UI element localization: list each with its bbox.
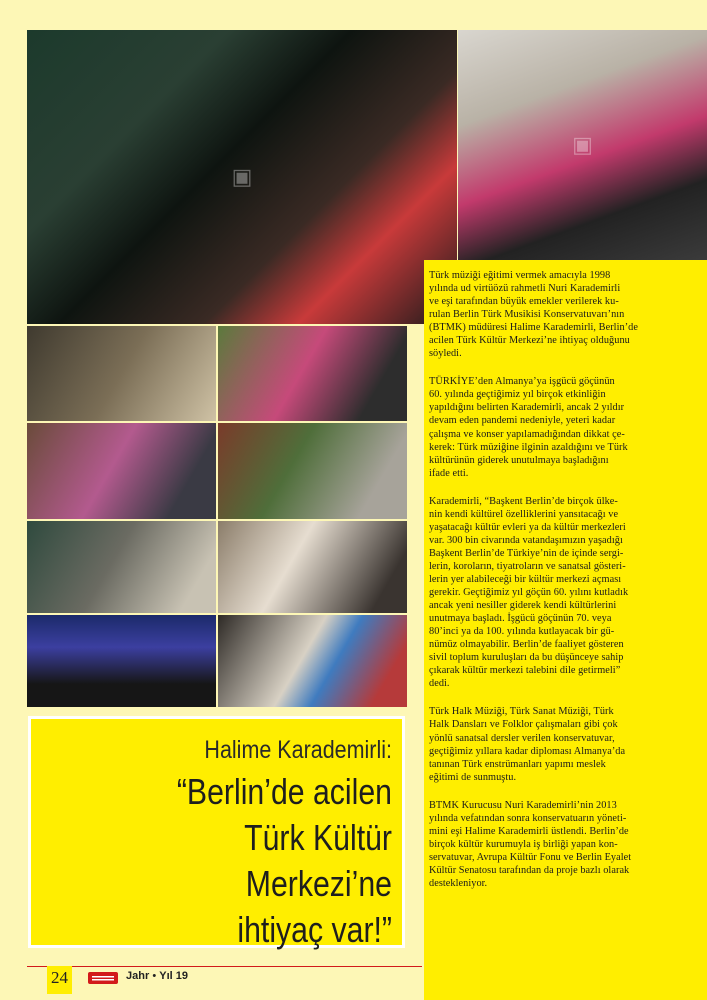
- photo-audience: [218, 521, 407, 613]
- article-paragraph: Karademirli, “Başkent Berlin’de birçok ülke- nin kendi kültürel özelliklerini yansıtacağı ve yaşatacağı kültür evleri ya da kültür merkezleri var. 300 bin civarında vatandaşımızın yaşadığı Başkent Berlin’de Türkiye’nin de içinde sergi- lerin, koroların, tiyatroların ve sanatsal gösteri- lerin yer alabileceği bir kültür merkezi açması gerekir. Geçtiğimiz yıl göçün 60. yılını kutladık ancak yeni nesiller giderek kendi kültürlerini unutmaya başladı. İşgücü göçünün 70. veya 80’inci ya da 100. yılında kutlayacak bir gü- nümüz olmayabilir. Berlin’de faaliyet gösteren sivil toplum kuruluşları da bu düşünceye sahip çıkarak kültür merkezi talebini dile getirmeli” dedi.: [429, 495, 629, 690]
- headline-quote: “Berlin’de acilen Türk Kültür Merkezi’ne ihtiyaç var!”: [176, 771, 392, 950]
- article-paragraph: BTMK Kurucusu Nuri Karademirli’nin 2013 yılında vefatından sonra konservatuarın yöneti- mini eşi Halime Karademirli üstlendi. Berlin’de birçok kültür kurumuyla iş birliği yapan kon- servatuvar, Avrupa Kültür Fonu ve Berlin Eyalet Kültür Senatosu tarafından da proje bazlı olarak destekleniyor.: [429, 799, 632, 889]
- photo-outdoor-musicians: [218, 423, 407, 519]
- photo-rehearsal-class: [27, 326, 216, 421]
- photo-folk-dancers: [218, 326, 407, 421]
- footer-issue-label: [126, 970, 188, 982]
- ses-logo-icon: [88, 970, 118, 986]
- photo-stage-concert: [27, 615, 216, 707]
- page-number: 24: [47, 966, 72, 994]
- photo-students-portraits: [218, 615, 407, 707]
- footer-year: Yıl 19: [159, 970, 188, 982]
- article-text-column: [424, 260, 707, 1000]
- headline-box: [28, 716, 405, 948]
- photo-conservatory-group: [458, 30, 707, 260]
- headline-speaker-name: Halime Karademirli:: [204, 736, 392, 764]
- footer-magazine: Jahr: [126, 970, 150, 982]
- article-paragraph: Türk Halk Müziği, Türk Sanat Müziği, Türk Halk Dansları ve Folklor çalışmaları gibi çok yönlü sanatsal dersler verilen konservatuvar, geçtiğimiz yıllara kadar diploması Almanya’da tanınan Türk enstrümanları yapımı meslek eğitimi de sunmuştu.: [429, 706, 626, 783]
- footer-rule: [27, 966, 422, 967]
- photo-halime-karademirli-teaching: [27, 30, 457, 324]
- article-paragraph: TÜRKİYE’den Almanya’ya işgücü göçünün 60. yılında geçtiğimiz yıl birçok etkinliğin yapıldığını belirten Karademirli, ancak 2 yıldır devam eden pandemi nedeniyle, yeteri kadar çalışma ve konser yapılamadığından dikkat çe- kerek: Türk müziğine ilginin azaldığını ve Türk kültürünün giderek unutulmaya başladığını ifade etti.: [429, 376, 628, 479]
- photo-group-costumes: [27, 423, 216, 519]
- image-icon: ▣: [231, 164, 253, 189]
- photo-music-lesson: [27, 521, 216, 613]
- article-paragraph: Türk müziği eğitimi vermek amacıyla 1998 yılında ud virtüözü rahmetli Nuri Karademirli ve eşi tarafından büyük emekler verilerek ku- rulan Berlin Türk Musikisi Konservatuvarı’nın (BTMK) müdüresi Halime Karademirli, Berlin’de acilen Türk Kültür Merkezi’ne ihtiyaç olduğunu söyledi.: [429, 270, 638, 360]
- footer-separator: •: [152, 970, 157, 982]
- image-icon: ▣: [572, 132, 593, 157]
